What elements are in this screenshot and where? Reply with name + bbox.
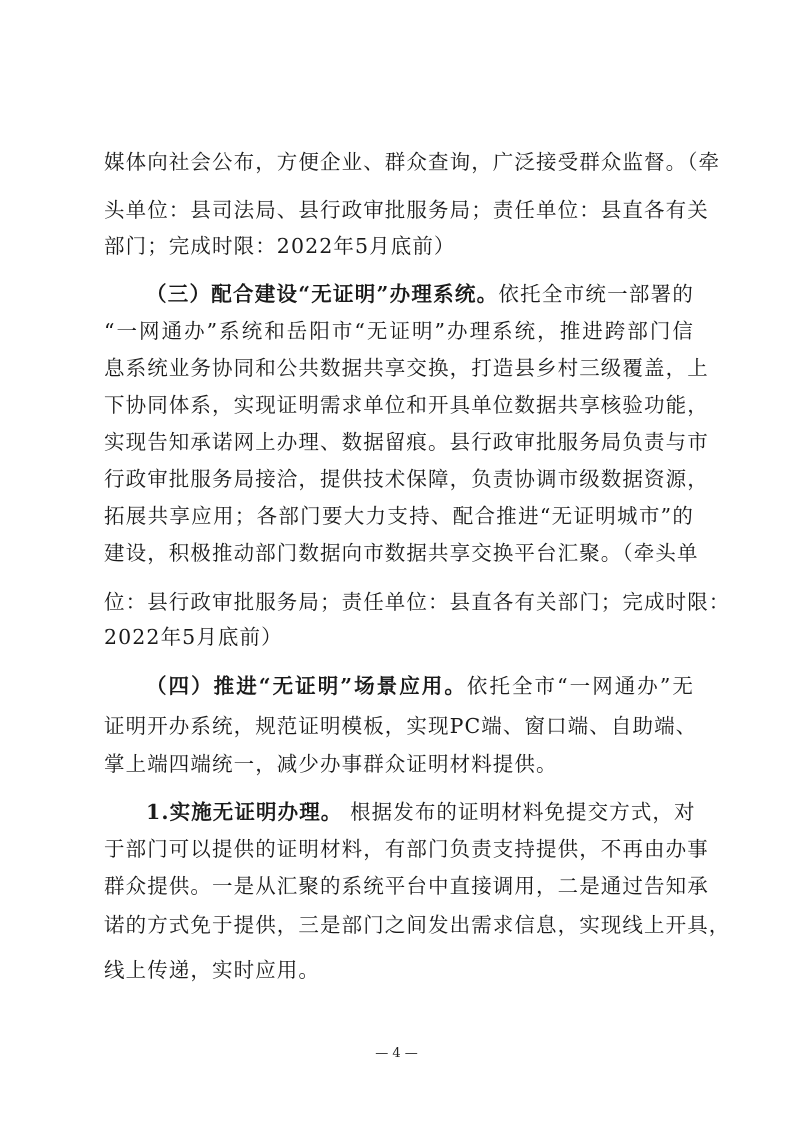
paragraph-line: 1.实施无证明办理。 根据发布的证明材料免提交方式，对: [146, 800, 696, 824]
paragraph-line: 行政审批服务局接洽，提供技术保障，负责协调市级数据资源，: [104, 467, 709, 491]
section-heading: （三）配合建设“无证明”办理系统。: [146, 282, 499, 306]
paragraph-line: 实现告知承诺网上办理、数据留痕。县行政审批服务局负责与市: [104, 430, 709, 454]
page-number: — 4 —: [375, 1046, 418, 1061]
paragraph-line: 媒体向社会公布，方便企业、群众查询，广泛接受群众监督。（牵: [104, 150, 721, 174]
paragraph-line: 下协同体系，实现证明需求单位和开具单位数据共享核验功能，: [104, 393, 709, 417]
paragraph-line: 2022年5月底前）: [104, 625, 283, 649]
paragraph-line: （四）推进“无证明”场景应用。依托全市“一网通办”无: [146, 674, 694, 698]
paragraph-line: 诺的方式免于提供，三是部门之间发出需求信息，实现线上开具，: [104, 913, 731, 937]
paragraph-line: 掌上端四端统一，减少办事群众证明材料提供。: [104, 752, 558, 776]
paragraph-line: 群众提供。一是从汇聚的系统平台中直接调用，二是通过告知承: [104, 874, 709, 898]
paragraph-line: 建设，积极推动部门数据向市数据共享交换平台汇聚。（牵头单: [104, 541, 699, 565]
paragraph-line: 拓展共享应用；各部门要大力支持、配合推进“无证明城市”的: [104, 504, 694, 528]
paragraph-line: 线上传递，实时应用。: [104, 958, 320, 982]
section-heading: （四）推进“无证明”场景应用。: [146, 674, 467, 698]
paragraph-line: “一网通办”系统和岳阳市“无证明”办理系统，推进跨部门信: [104, 319, 694, 343]
paragraph-line: 息系统业务协同和公共数据共享交换，打造县乡村三级覆盖，上: [104, 356, 709, 380]
paragraph-line: 位：县行政审批服务局；责任单位：县直各有关部门；完成时限：: [104, 590, 731, 614]
paragraph-line: 于部门可以提供的证明材料，有部门负责支持提供，不再由办事: [104, 837, 709, 861]
paragraph-line: 证明开办系统，规范证明模板，实现PC端、窗口端、自助端、: [104, 714, 698, 738]
paragraph-line: 部门；完成时限：2022年5月底前）: [104, 234, 456, 258]
paragraph-line: （三）配合建设“无证明”办理系统。依托全市统一部署的: [146, 282, 694, 306]
subsection-heading: 1.实施无证明办理。: [146, 800, 343, 824]
paragraph-line: 头单位：县司法局、县行政审批服务局；责任单位：县直各有关: [104, 198, 709, 222]
